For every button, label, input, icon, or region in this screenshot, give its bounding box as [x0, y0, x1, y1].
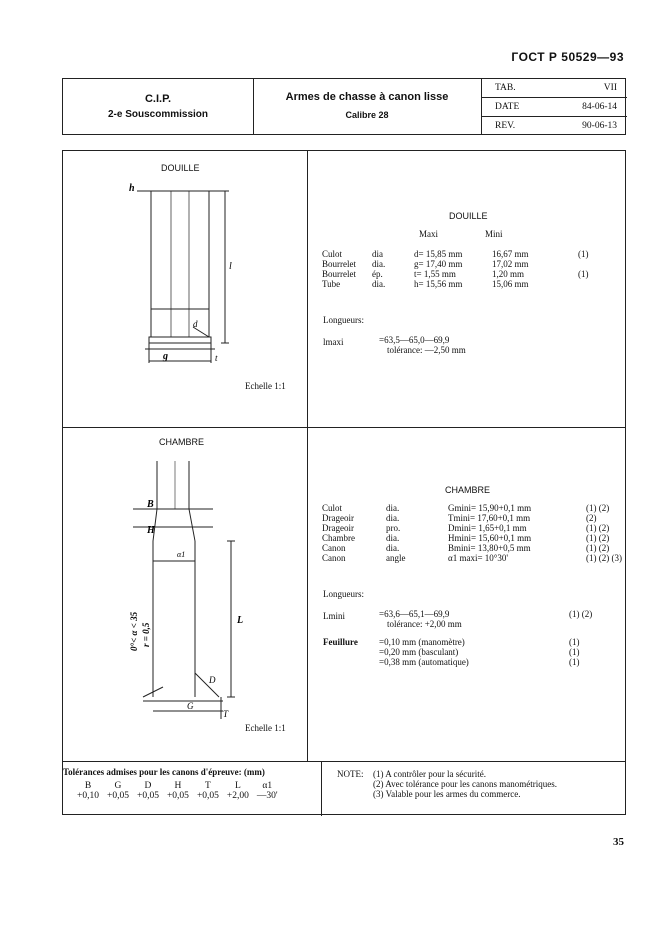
douille-table — [319, 249, 592, 289]
chambre-drawing — [103, 451, 303, 721]
label-h: h — [129, 183, 135, 194]
table-row: Canon angle α1 maxi= 10°30' (1) (2) (3) — [322, 553, 622, 563]
label-l: l — [229, 261, 232, 272]
table-row: Culot dia d= 15,85 mm 16,67 mm (1) — [322, 249, 589, 259]
tolerances-title: Tolérances admises pour les canons d'épreuve: (mm) — [63, 767, 265, 777]
divider — [481, 116, 627, 117]
label-radius: r = 0,5 — [141, 622, 151, 647]
feuillure-value: =0,38 mm (automatique) — [379, 657, 469, 667]
tab-value: VII — [603, 83, 617, 93]
douille-tolerance: tolérance: —2,50 mm — [387, 345, 466, 355]
table-row: Bourrelet ép. t= 1,55 mm 1,20 mm (1) — [322, 269, 589, 279]
page-number: 35 — [613, 836, 624, 848]
table-row: Canon dia. Bmini= 13,80+0,5 mm (1) (2) — [322, 543, 610, 553]
feuillure-value: =0,10 mm (manomètre) — [379, 637, 465, 647]
label-G: G — [187, 701, 194, 711]
note-item: (1) A contrôler pour la sécurité. — [373, 769, 486, 779]
chambre-lmini-label: Lmini — [323, 611, 345, 621]
divider — [481, 97, 627, 98]
header-table — [62, 78, 626, 135]
cip-label: C.I.P. — [144, 93, 172, 105]
label-g: g — [163, 351, 168, 362]
col-mini: Mini — [485, 229, 503, 239]
chambre-drawing-title: CHAMBRE — [159, 437, 205, 447]
divider — [321, 761, 322, 816]
chambre-longueurs-label: Longueurs: — [323, 589, 364, 599]
table-row: Drageoir pro. Dmini= 1,65+0,1 mm (1) (2) — [322, 523, 610, 533]
divider — [253, 79, 254, 134]
douille-lmaxi-label: lmaxi — [323, 337, 344, 347]
label-T: T — [223, 709, 229, 719]
chambre-table — [319, 503, 625, 563]
feuillure-note: (1) — [569, 647, 580, 657]
douille-drawing-title: DOUILLE — [161, 163, 200, 173]
notes-label: NOTE: — [337, 769, 364, 779]
rev-value: 90-06-13 — [582, 121, 617, 131]
tolerances-table — [73, 781, 282, 801]
table-row: B G D H T L α1 — [84, 781, 273, 791]
main-table — [62, 150, 626, 815]
subcommission-label: 2-e Souscommission — [107, 109, 209, 120]
col-maxi: Maxi — [419, 229, 438, 239]
divider — [481, 79, 482, 134]
feuillure-label: Feuillure — [323, 637, 358, 647]
table-row: Chambre dia. Hmini= 15,60+0,1 mm (1) (2) — [322, 533, 610, 543]
date-value: 84-06-14 — [582, 102, 617, 112]
label-d: d — [193, 319, 198, 329]
divider — [63, 427, 625, 428]
divider — [307, 151, 308, 761]
douille-scale: Echelle 1:1 — [245, 381, 286, 391]
table-row: +0,10 +0,05 +0,05 +0,05 +0,05 +2,00 —30' — [77, 791, 278, 801]
table-row: Bourrelet dia. g= 17,40 mm 17,02 mm — [322, 259, 529, 269]
label-t: t — [215, 353, 218, 363]
chambre-lmini-value: =63,6—65,1—69,9 — [379, 609, 450, 619]
feuillure-note: (1) — [569, 637, 580, 647]
label-H: H — [147, 525, 155, 536]
tab-label: TAB. — [495, 83, 516, 93]
table-row: Culot dia. Gmini= 15,90+0,1 mm (1) (2) — [322, 503, 610, 513]
table-row: Drageoir dia. Tmini= 17,60+0,1 mm (2) — [322, 513, 597, 523]
calibre-label: Calibre 28 — [345, 110, 389, 120]
note-item: (3) Valable pour les armes du commerce. — [373, 789, 521, 799]
rev-label: REV. — [495, 121, 516, 131]
note-item: (2) Avec tolérance pour les canons manométriques. — [373, 779, 558, 789]
douille-lmaxi-value: =63,5—65,0—69,9 — [379, 335, 450, 345]
douille-table-title: DOUILLE — [449, 211, 488, 221]
label-L: L — [237, 615, 244, 626]
chambre-lmini-notes: (1) (2) — [569, 609, 593, 619]
date-label: DATE — [495, 102, 520, 112]
table-row: Tube dia. h= 15,56 mm 15,06 mm — [322, 279, 529, 289]
label-angle-range: 0°< α < 35 — [129, 611, 139, 651]
chambre-table-title: CHAMBRE — [445, 485, 491, 495]
douille-drawing — [123, 177, 283, 377]
divider — [63, 761, 625, 762]
label-D: D — [209, 675, 216, 685]
document-title: Armes de chasse à canon lisse — [285, 91, 449, 103]
chambre-tolerance: tolérance: +2,00 mm — [387, 619, 462, 629]
label-B: B — [147, 499, 154, 510]
chambre-scale: Echelle 1:1 — [245, 723, 286, 733]
feuillure-value: =0,20 mm (basculant) — [379, 647, 459, 657]
document-number: ГОСТ Р 50529—93 — [511, 50, 624, 64]
douille-longueurs-label: Longueurs: — [323, 315, 364, 325]
feuillure-note: (1) — [569, 657, 580, 667]
label-alpha1: α1 — [177, 550, 186, 559]
